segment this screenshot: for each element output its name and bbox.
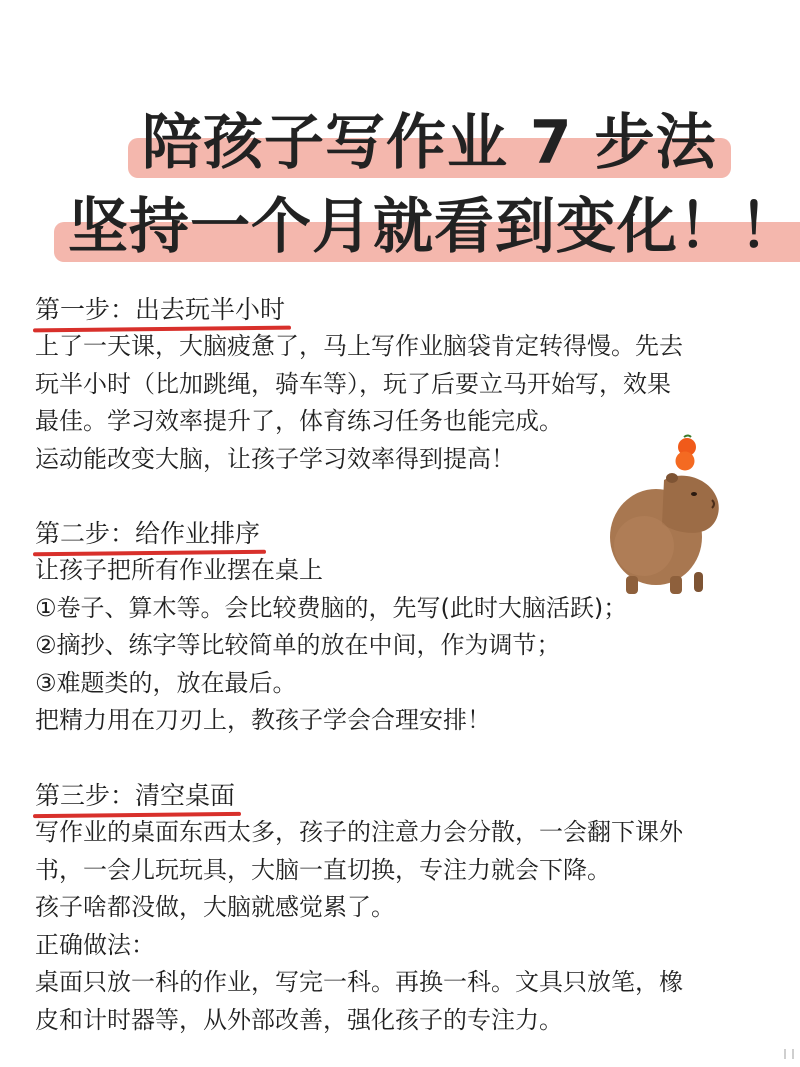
body-line: 玩半小时（比加跳绳，骑车等），玩了后要立马开始写，效果 (35, 369, 671, 398)
body-line: ③难题类的，放在最后。 (35, 668, 297, 697)
body-line: 正确做法： (35, 930, 155, 959)
title-text-1: 陪孩子写作业 7 步法 (142, 108, 717, 178)
section-heading-text: 第三步：清空桌面 (35, 781, 236, 810)
section-step-3 (35, 778, 775, 1039)
body-line: ①卷子、算木等。会比较费脑的，先写(此时大脑活跃)； (35, 593, 628, 622)
body-line: 写作业的桌面东西太多，孩子的注意力会分散，一会翻下课外 (35, 818, 683, 846)
body-line: 让孩子把所有作业摆在桌上 (35, 556, 323, 584)
section-heading (35, 778, 241, 814)
section-heading (35, 292, 291, 328)
title-text-2: 坚持一个月就看到变化！！ (68, 192, 800, 262)
title-line-1 (142, 108, 717, 178)
body-line: 桌面只放一科的作业，写完一科。再换一科。文具只放笔，橡 (35, 968, 683, 996)
body-line: 把精力用在刀刃上，教孩子学会合理安排！ (35, 706, 491, 734)
body-line: 最佳。学习效率提升了，体育练习任务也能完成。 (35, 407, 563, 435)
corner-mark-icon (784, 1049, 794, 1059)
section-heading-text: 第二步：给作业排序 (35, 519, 261, 548)
section-heading-text: 第一步：出去玩半小时 (35, 295, 286, 324)
section-heading (35, 516, 266, 552)
body-line: 书，一会儿玩玩具，大脑一直切换，专注力就会下降。 (35, 855, 611, 884)
body-line: 皮和计时器等，从外部改善，强化孩子的专注力。 (35, 1005, 563, 1034)
title-line-2 (68, 192, 800, 262)
body-line: 孩子啥都没做，大脑就感觉累了。 (35, 893, 395, 921)
body-line: 运动能改变大脑，让孩子学习效率得到提高！ (35, 444, 515, 473)
body-line: ②摘抄、练字等比较简单的放在中间，作为调节； (35, 631, 561, 659)
section-step-2 (35, 516, 775, 740)
body-line: 上了一天课，大脑疲惫了，马上写作业脑袋肯定转得慢。先去 (35, 332, 683, 360)
